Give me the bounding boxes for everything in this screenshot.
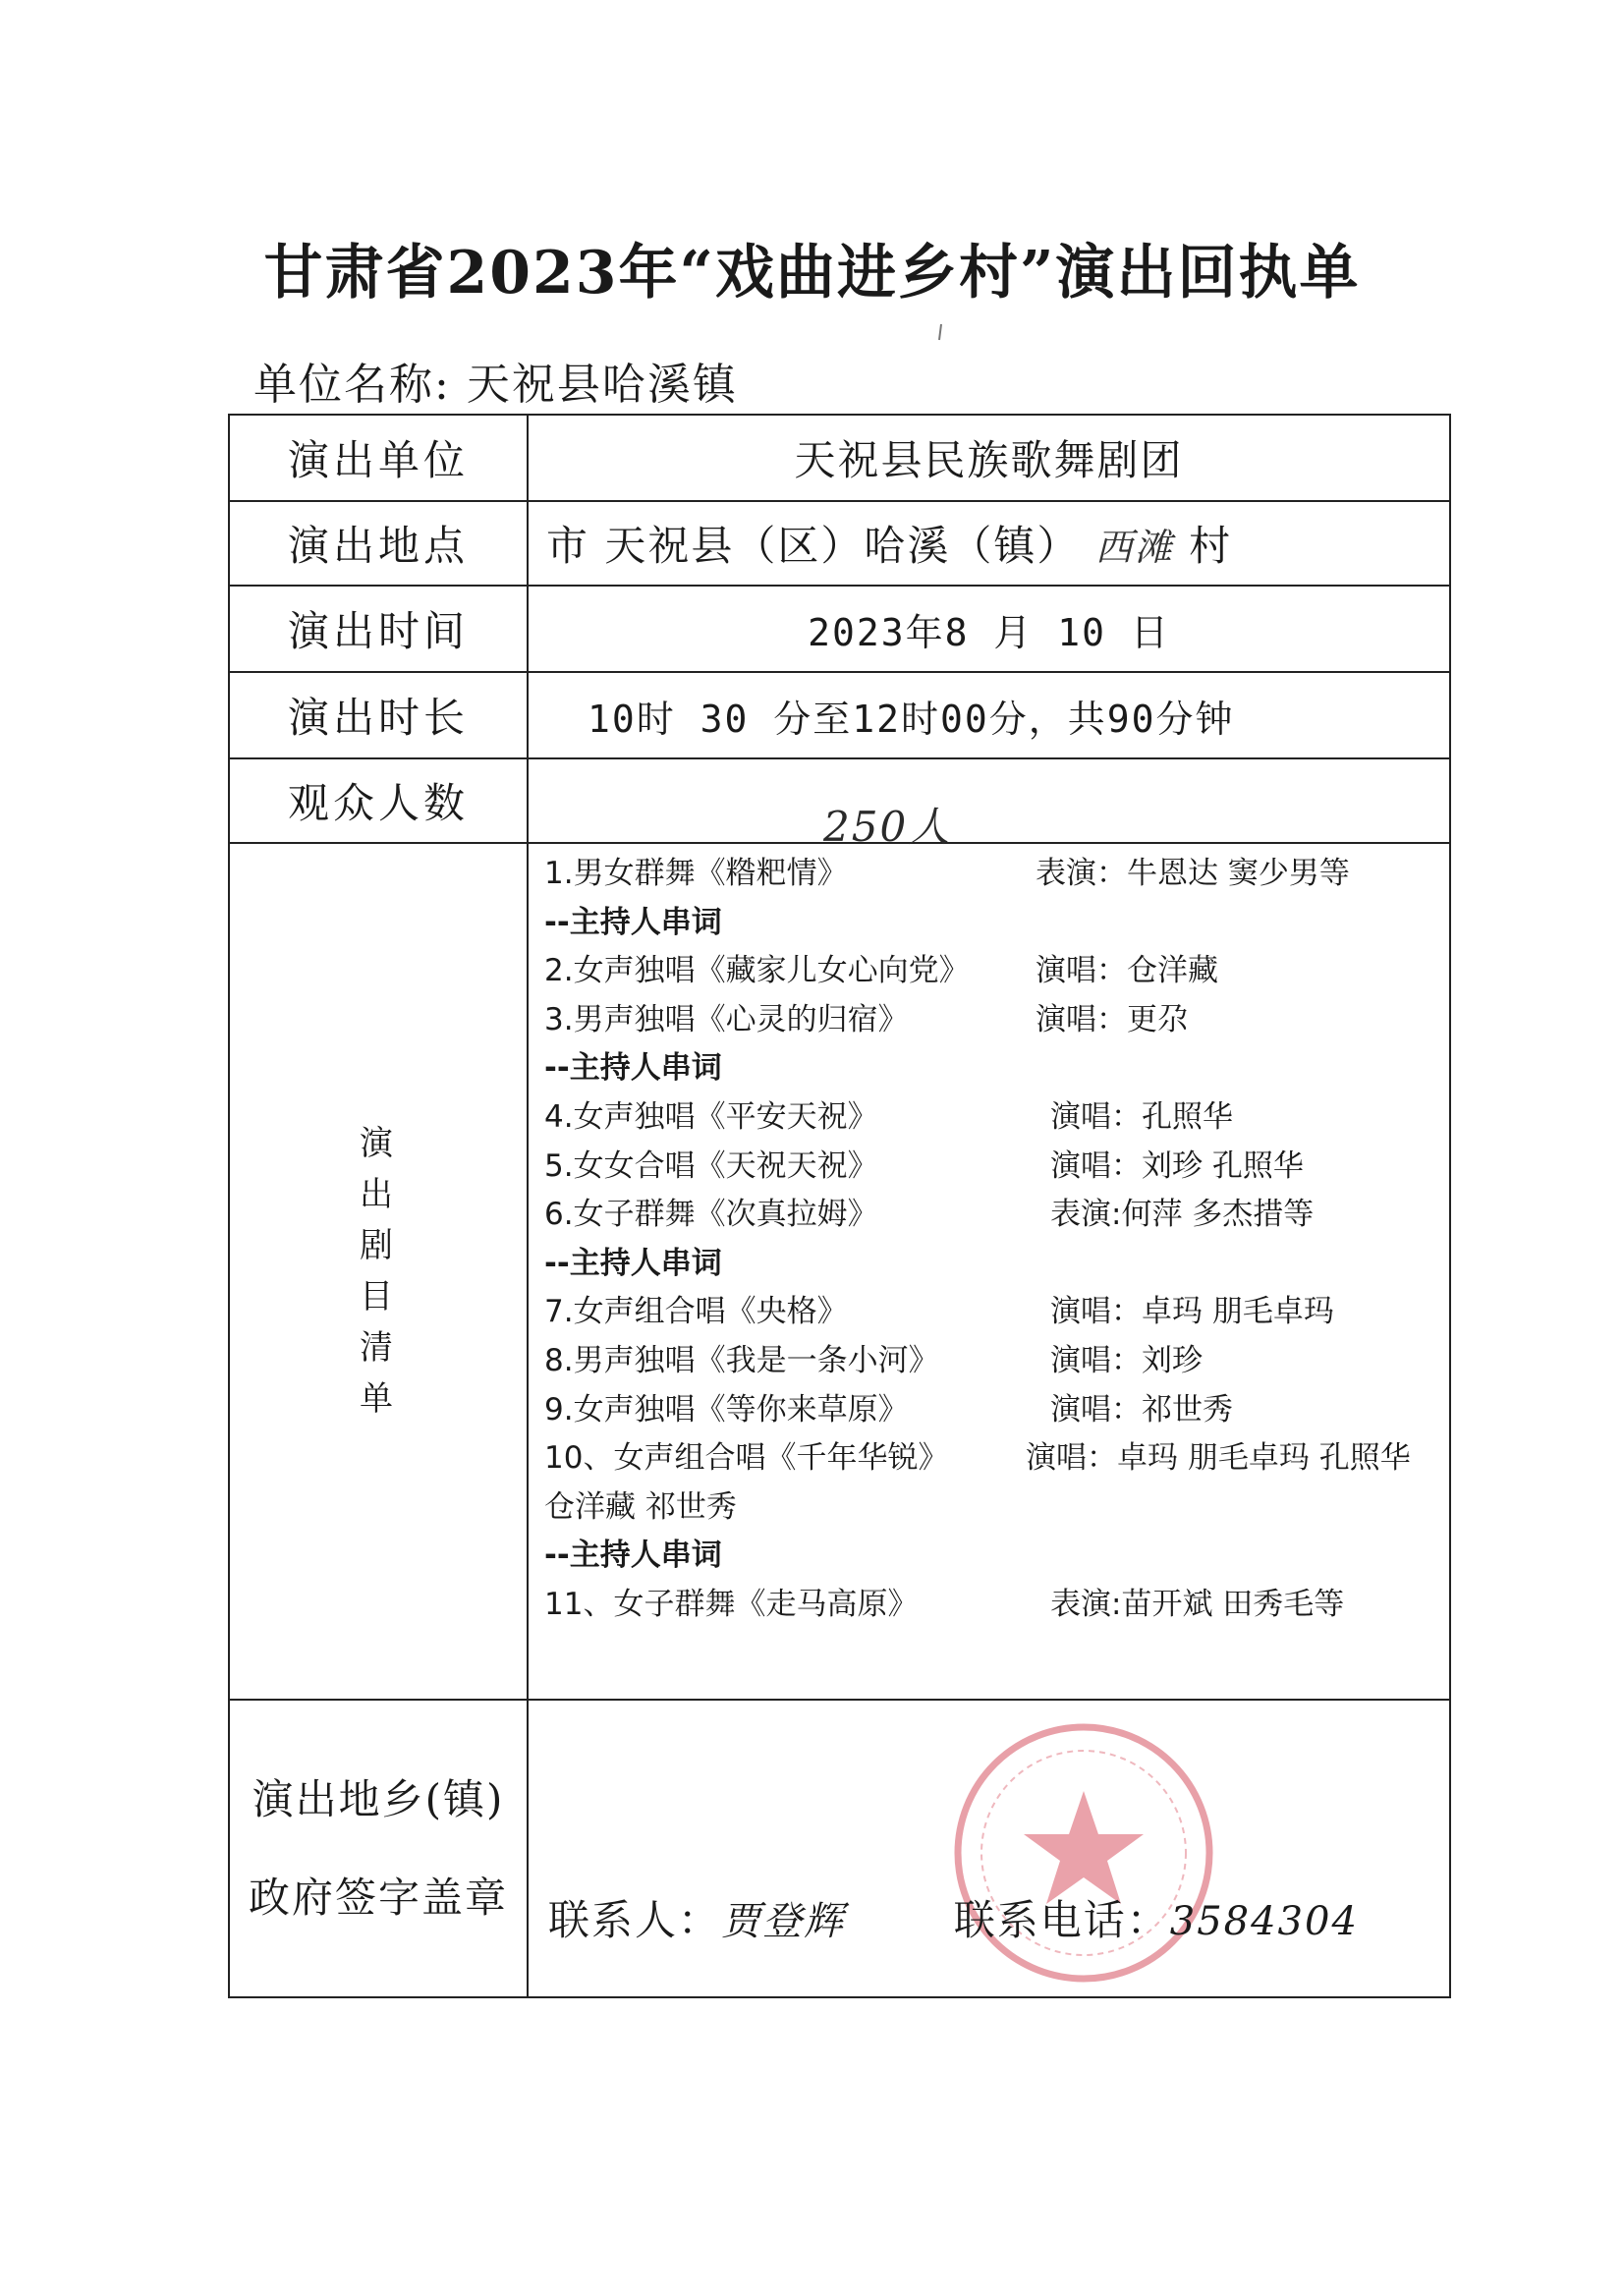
program-item [544, 1581, 1449, 1630]
program-item-performers: 演唱：卓玛 朋毛卓玛 [1050, 1294, 1334, 1330]
audience-label: 观众人数 [229, 758, 528, 843]
program-item [544, 996, 1449, 1045]
program-label-char: 演 [360, 1124, 397, 1163]
program-item-title: 8.男声独唱《我是一条小河》 [544, 1342, 939, 1378]
program-item-title: 5.女女合唱《天祝天祝》 [544, 1148, 878, 1184]
contact-name: 贾登辉 [721, 1899, 846, 1944]
program-label-char: 单 [360, 1379, 397, 1419]
host-interlude-row [544, 899, 1449, 948]
program-item-performers: 演唱：刘珍 [1050, 1342, 1203, 1378]
program-label-char: 剧 [360, 1226, 397, 1265]
program-item-title: 仓洋藏 祁世秀 [544, 1488, 737, 1525]
location-row [229, 501, 1450, 586]
program-item [544, 1191, 1449, 1240]
program-item-title: --主持人串词 [544, 1245, 722, 1281]
program-item-title: 9.女声独唱《等你来草原》 [544, 1391, 909, 1427]
program-item [544, 1093, 1449, 1143]
program-item-performers: 演唱：更尕 [1036, 1001, 1188, 1037]
stray-mark [933, 322, 947, 342]
location-printed: 市 天祝县（区）哈溪（镇） [546, 522, 1081, 570]
host-interlude-row [544, 1532, 1449, 1581]
date-row [229, 586, 1450, 672]
host-interlude-row [544, 1240, 1449, 1289]
date-value: 2023年8 月 10 日 [528, 586, 1450, 672]
program-item-title: 3.男声独唱《心灵的归宿》 [544, 1001, 909, 1037]
program-item [544, 1337, 1449, 1386]
unit-name-label: 单位名称: [253, 360, 451, 410]
phone-label: 联系电话： [953, 1896, 1170, 1944]
program-label-char: 清 [360, 1328, 397, 1368]
duration-label: 演出时长 [229, 672, 528, 758]
program-item-title: --主持人串词 [544, 904, 722, 940]
program-item-performers: 演唱：孔照华 [1050, 1098, 1233, 1135]
signature-label-line1: 演出地乡(镇) [252, 1774, 505, 1823]
program-list [528, 843, 1450, 1700]
location-value [528, 501, 1450, 586]
program-item-title: 10、女声组合唱《千年华锐》 [544, 1440, 949, 1477]
program-item-title: 7.女声组合唱《央格》 [544, 1294, 848, 1330]
location-village-handwritten: 西滩 [1094, 526, 1174, 569]
program-item-title: 11、女子群舞《走马高原》 [544, 1586, 919, 1622]
program-item [544, 947, 1449, 996]
program-item [544, 850, 1449, 899]
unit-name-line [253, 349, 738, 412]
audience-value: 250人 [823, 803, 952, 851]
program-item-title: 2.女声独唱《藏家儿女心向党》 [544, 953, 970, 989]
program-item-performers: 演唱：祁世秀 [1050, 1391, 1233, 1427]
document-title: 甘肃省2023年“戏曲进乡村”演出回执单 [263, 239, 1361, 308]
contact-label: 联系人： [548, 1896, 722, 1944]
location-suffix: 村 [1189, 522, 1233, 570]
program-row [229, 843, 1450, 1700]
program-item [544, 1483, 1449, 1533]
signature-label-cell [229, 1700, 528, 1997]
audience-row [229, 758, 1450, 843]
host-interlude-row [544, 1044, 1449, 1093]
program-item-performers: 表演:何萍 多杰措等 [1050, 1197, 1315, 1233]
performer-value: 天祝县民族歌舞剧团 [528, 415, 1450, 501]
receipt-table [228, 414, 1451, 1998]
program-item-title: --主持人串词 [544, 1538, 722, 1574]
program-item-title: 1.男女群舞《糌粑情》 [544, 856, 848, 891]
program-item [544, 1386, 1449, 1435]
program-item-title: 4.女声独唱《平安天祝》 [544, 1098, 878, 1135]
phone-value: 3584304 [1169, 1899, 1359, 1944]
program-item-performers: 演唱：仓洋藏 [1036, 953, 1218, 989]
program-item-performers: 演唱：刘珍 孔照华 [1050, 1148, 1304, 1184]
date-label: 演出时间 [229, 586, 528, 672]
program-label-vertical [359, 1118, 398, 1425]
location-label: 演出地点 [229, 501, 528, 586]
program-label-char: 出 [360, 1175, 397, 1214]
program-item-title: --主持人串词 [544, 1050, 722, 1087]
program-item-performers: 演唱：卓玛 朋毛卓玛 孔照华 [1026, 1440, 1411, 1477]
duration-value: 10时 30 分至12时00分，共90分钟 [528, 672, 1450, 758]
signature-row [229, 1700, 1450, 1997]
program-label-char: 目 [360, 1277, 397, 1316]
unit-name-value: 天祝县哈溪镇 [466, 360, 738, 410]
program-item [544, 1288, 1449, 1337]
duration-row [229, 672, 1450, 758]
program-item-performers: 表演：牛恩达 窦少男等 [1036, 856, 1350, 891]
program-item [544, 1434, 1449, 1483]
audience-cell [528, 758, 1450, 851]
contact-line [548, 1888, 1359, 1947]
signature-cell [528, 1700, 1450, 1997]
performer-label: 演出单位 [229, 415, 528, 501]
performer-row [229, 415, 1450, 501]
signature-label-line2: 政府签字盖章 [248, 1873, 508, 1922]
program-item-title: 6.女子群舞《次真拉姆》 [544, 1197, 878, 1233]
program-item-performers: 表演:苗开斌 田秀毛等 [1050, 1586, 1345, 1622]
program-item [544, 1143, 1449, 1192]
program-label [229, 843, 528, 1700]
